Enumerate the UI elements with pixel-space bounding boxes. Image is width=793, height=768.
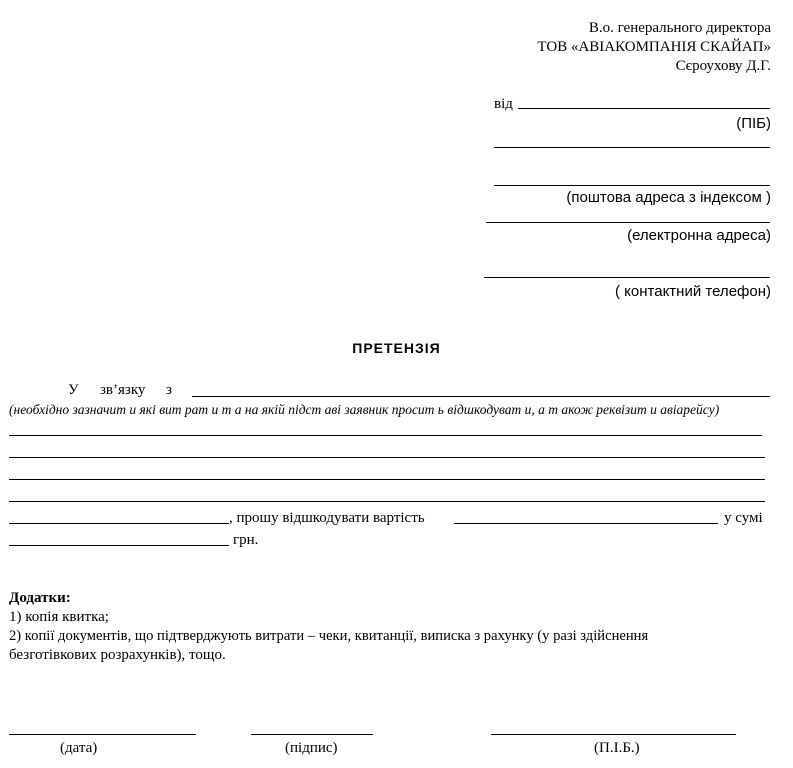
signature-field[interactable] (251, 734, 373, 735)
attachments-heading: Додатки: (9, 590, 71, 606)
address-field-line2[interactable] (494, 185, 770, 186)
addressee-position: В.о. генерального директора (588, 20, 771, 36)
sender-name-field[interactable] (518, 108, 770, 109)
reason-line-1[interactable] (9, 435, 762, 436)
reason-line-3[interactable] (9, 479, 765, 480)
address-caption: (поштова адреса з індексом ) (566, 189, 771, 206)
intro-word-3: з (166, 382, 172, 398)
refund-item-field[interactable] (454, 523, 718, 524)
name-caption-footer: (П.І.Б.) (594, 740, 640, 756)
refund-text: , прошу відшкодувати вартість (229, 510, 425, 526)
amount-field[interactable] (9, 545, 229, 546)
reason-line-2[interactable] (9, 457, 765, 458)
instruction-note: (необхідно зазначит и які вит рат и т а на якій підст аві заявник просит ь відшкодуват и, а т акож реквізит и авіарейсу) (9, 402, 720, 417)
attachment-item-2: 2) копії документів, що підтверджують витрати – чеки, квитанції, виписка з рахунку (у разі здійснення (9, 628, 649, 644)
reason-field[interactable] (192, 396, 770, 397)
from-label: від (494, 96, 513, 112)
currency-label: грн. (233, 532, 259, 548)
intro-word-2: зв’язку (100, 382, 146, 398)
addressee-name: Сєроухову Д.Г. (675, 58, 771, 74)
name-caption: (ПІБ) (736, 115, 771, 132)
email-field[interactable] (486, 222, 770, 223)
email-caption: (електронна адреса) (627, 227, 771, 244)
phone-field[interactable] (484, 277, 770, 278)
attachment-item-1: 1) копія квитка; (9, 609, 109, 625)
intro-word-1: У (68, 382, 79, 398)
page-title: ПРЕТЕНЗІЯ (352, 340, 441, 356)
date-caption: (дата) (60, 740, 98, 756)
address-field-line1[interactable] (494, 147, 770, 148)
date-field[interactable] (9, 734, 196, 735)
sum-text: у сумі (724, 510, 763, 526)
signature-caption: (підпис) (285, 740, 338, 756)
reason-line-4[interactable] (9, 501, 765, 502)
reason-line-5[interactable] (9, 523, 229, 524)
attachment-item-2-cont: безготівкових розрахунків), тощо. (9, 647, 226, 663)
phone-caption: ( контактний телефон) (615, 283, 771, 300)
addressee-company: ТОВ «АВІАКОМПАНІЯ СКАЙАП» (537, 39, 771, 55)
full-name-field[interactable] (491, 734, 736, 735)
